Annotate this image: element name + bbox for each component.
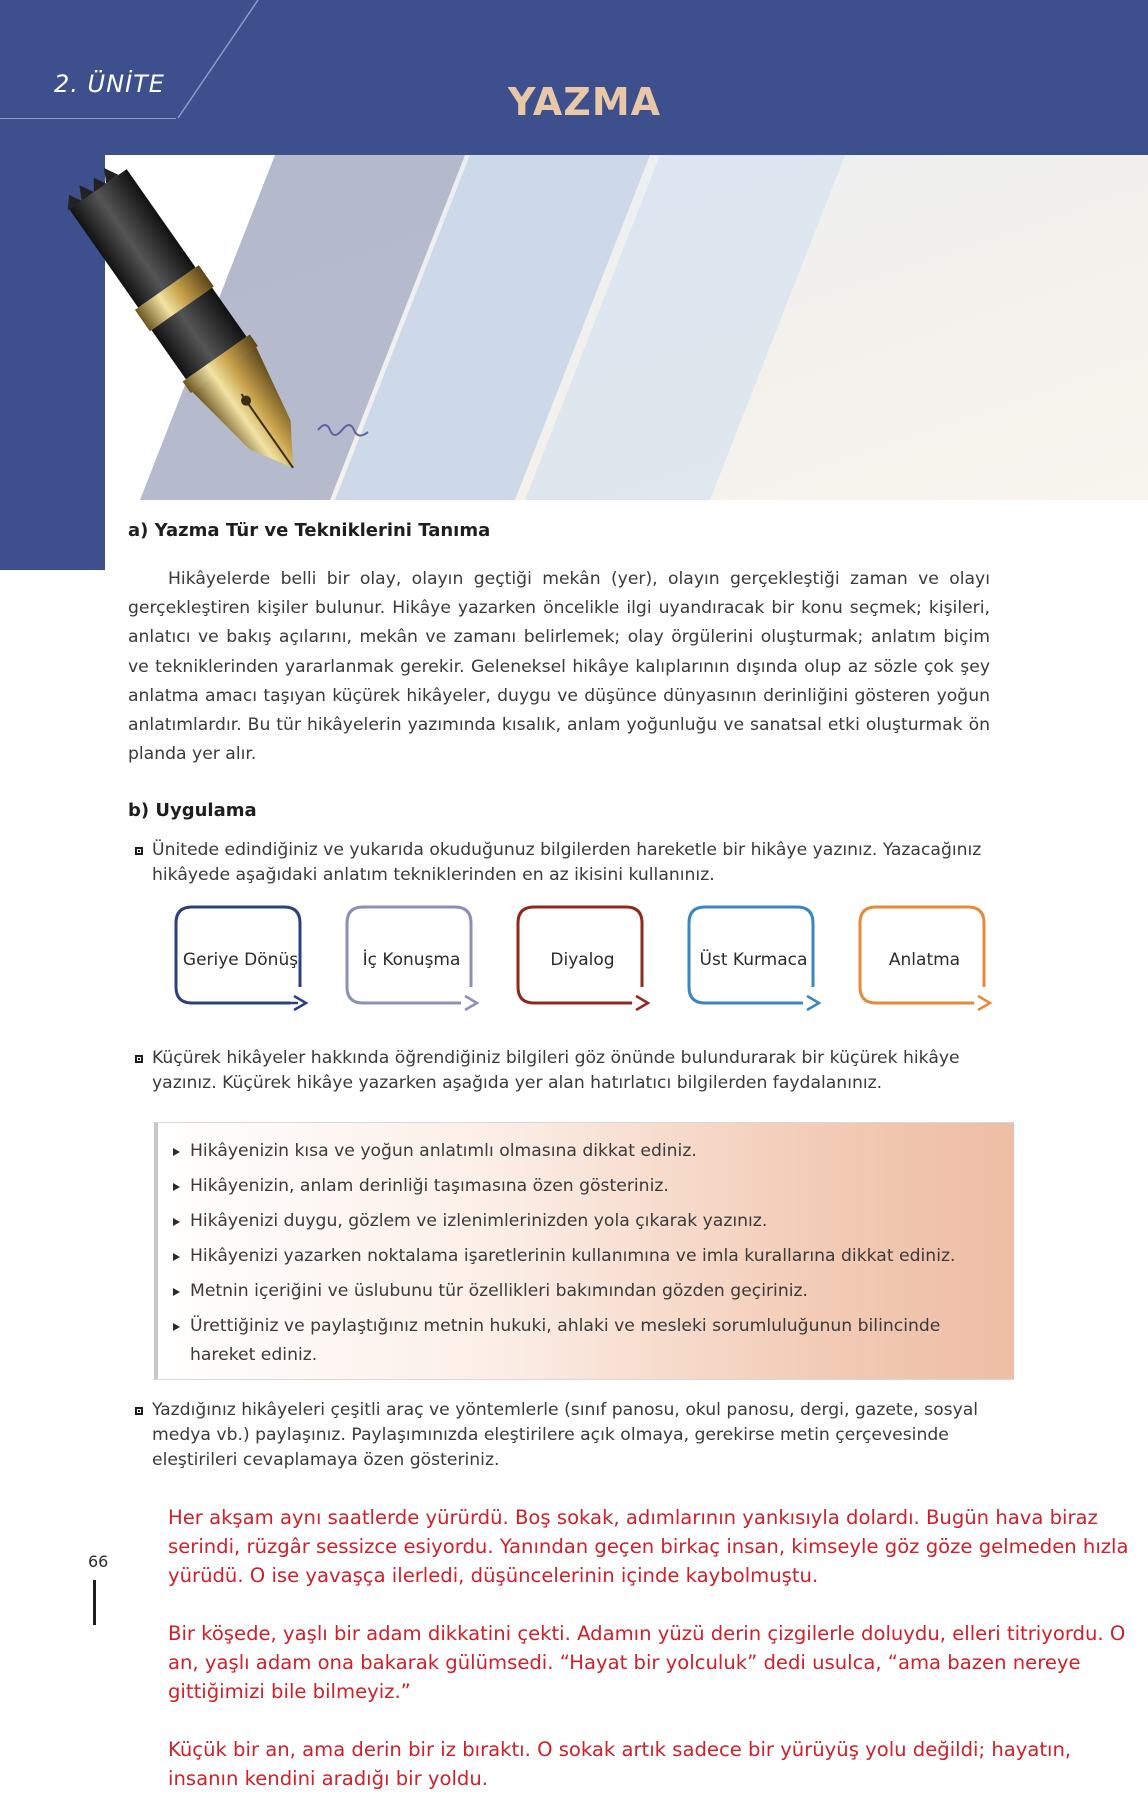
triangle-bullet-icon [173, 1218, 180, 1226]
unit-label: 2. ÜNİTE [54, 70, 165, 98]
triangle-bullet-icon [173, 1183, 180, 1191]
section-a-text: Hikâyelerde belli bir olay, olayın geçtiği mekân (yer), olayın gerçekleştiği zaman ve olayı gerçekleştiren kişiler bulunur. Hikâye yazarken öncelikle ilgi uyandıracak bir konu seçmek; kişileri, anlatıcı ve bakış açılarını, mekân ve zamanı belirlemek; olay örgülerini oluşturmak; anlatım biçim ve tekniklerinden yararlanmak gerekir. Geleneksel hikâye kalıplarının dışında olup az sözle çok şey anlatma amacı taşıyan küçürek hikâyeler, duygu ve düşünce dünyasının derinliğini gösteren yoğun anlatımlardır. Bu tür hikâyelerin yazımında kısalık, anlam yoğunluğu ve sanatsal etki oluşturmak ön planda yer alır. [128, 569, 990, 765]
page-title: YAZMA [508, 80, 662, 124]
story-paragraph-3: Küçük bir an, ama derin bir iz bıraktı. O sokak artık sadece bir yürüyüş yolu değildi; hayatın, insanın kendini aradığı bir yoldu. [168, 1738, 1072, 1790]
square-bullet-icon [135, 847, 143, 855]
reminder-item [190, 1207, 1010, 1236]
technique-label: Diyalog [550, 950, 615, 970]
page-number: 66 [88, 1552, 109, 1571]
story-paragraph-1: Her akşam aynı saatlerde yürürdü. Boş sokak, adımlarının yankısıyla dolardı. Bugün hava biraz serindi, rüzgâr sessizce esiyordu. Yanından geçen birkaç insan, kimseyle göz göze gelmeden hızla yürüdü. O ise yavaşça ilerledi, düşüncelerinin içinde kaybolmuştu. [168, 1506, 1129, 1587]
story-paragraph-2: Bir köşede, yaşlı bir adam dikkatini çekti. Adamın yüzü derin çizgilerle doluydu, elleri titriyordu. O an, yaşlı adam ona bakarak gülümsedi. “Hayat bir yolculuk” dedi usulca, “ama bazen nereye gittiğimizi bile bilmeyiz.” [168, 1622, 1126, 1703]
reminder-text: Hikâyenizi duygu, gözlem ve izlenimlerinizden yola çıkarak yazınız. [190, 1211, 768, 1231]
section-a-heading: a) Yazma Tür ve Tekniklerini Tanıma [128, 520, 491, 541]
hero-svg [0, 155, 1148, 500]
instruction-bullet-1-text: Ünitede edindiğiniz ve yukarıda okuduğunuz bilgilerden hareketle bir hikâye yazınız. Yazacağınız hikâyede aşağıdaki anlatım tekniklerinden en az ikisini kullanınız. [152, 840, 982, 885]
technique-card [514, 905, 651, 1023]
technique-label: İç Konuşma [362, 950, 461, 970]
reminder-text: Ürettiğiniz ve paylaştığınız metnin hukuki, ahlaki ve mesleki sorumluluğunun bilincinde hareket ediniz. [190, 1316, 941, 1365]
page-number-bar [93, 1580, 96, 1625]
square-bullet-icon [135, 1407, 143, 1415]
instruction-bullet-3 [152, 1398, 1007, 1473]
reminder-text: Hikâyenizin, anlam derinliği taşımasına özen gösteriniz. [190, 1176, 669, 1196]
reminder-item [190, 1172, 1010, 1201]
instruction-bullet-1 [152, 838, 1007, 888]
triangle-bullet-icon [173, 1323, 180, 1331]
triangle-bullet-icon [173, 1253, 180, 1261]
reminder-item [190, 1137, 1010, 1166]
reminder-text: Metnin içeriğini ve üslubunu tür özellikleri bakımından gözden geçiriniz. [190, 1281, 808, 1301]
square-bullet-icon [135, 1055, 143, 1063]
hero-illustration [0, 155, 1148, 500]
unit-underline [0, 118, 176, 119]
instruction-bullet-2 [152, 1046, 1007, 1096]
reminder-item [190, 1312, 1010, 1370]
technique-card [343, 905, 480, 1023]
technique-label: Geriye Dönüş [182, 950, 299, 970]
technique-card [856, 905, 993, 1023]
header-diagonal-line [170, 0, 290, 120]
reminder-text: Hikâyenizin kısa ve yoğun anlatımlı olmasına dikkat ediniz. [190, 1141, 697, 1161]
instruction-bullet-2-text: Küçürek hikâyeler hakkında öğrendiğiniz bilgileri göz önünde bulundurarak bir küçürek hikâye yazınız. Küçürek hikâye yazarken aşağıda yer alan hatırlatıcı bilgilerden faydalanınız. [152, 1048, 960, 1093]
reminder-item [190, 1242, 1010, 1271]
reminder-item [190, 1277, 1010, 1306]
instruction-bullet-3-text: Yazdığınız hikâyeleri çeşitli araç ve yöntemlerle (sınıf panosu, okul panosu, dergi, gazete, sosyal medya vb.) paylaşınız. Paylaşımınızda eleştirilere açık olmaya, gerekirse metin çerçevesinde eleştirileri cevaplamaya özen gösteriniz. [152, 1400, 979, 1470]
triangle-bullet-icon [173, 1148, 180, 1156]
technique-label: Anlatma [888, 950, 961, 970]
reminder-text: Hikâyenizi yazarken noktalama işaretlerinin kullanımına ve imla kurallarına dikkat ediniz. [190, 1246, 956, 1266]
technique-card [685, 905, 822, 1023]
section-a-paragraph [128, 565, 990, 769]
section-b-heading: b) Uygulama [128, 800, 257, 821]
technique-card [172, 905, 309, 1023]
triangle-bullet-icon [173, 1288, 180, 1296]
technique-label: Üst Kurmaca [699, 950, 808, 970]
